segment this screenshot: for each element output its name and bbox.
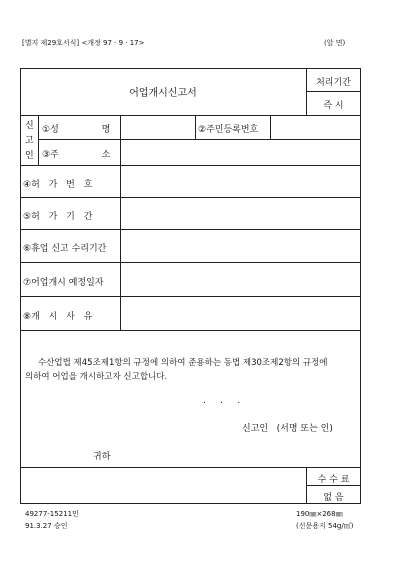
approval-date: 91.3.27 승인 [25, 522, 68, 530]
declaration-text-line2: 의하여 어업을 개시하고자 신고합니다. [25, 372, 168, 382]
paper-type: (신문용지 54g/㎡) [296, 522, 354, 530]
applicant-group-label-1: 신 [25, 121, 34, 131]
address-label: ③주 소 [42, 150, 111, 160]
page-side-label: (앞 면) [324, 39, 346, 47]
name-value[interactable] [121, 116, 194, 138]
field-permit-period-label: ⑤허 가 기 간 [23, 212, 93, 222]
field-suspension-period-value[interactable] [121, 230, 360, 261]
fee-value: 없 음 [323, 493, 344, 503]
field-start-date-label: ⑦어업개시 예정일자 [23, 278, 104, 288]
field-permit-number-value[interactable] [121, 166, 360, 196]
applicant-group-label-3: 인 [25, 151, 34, 161]
form-title: 어업개시신고서 [129, 88, 197, 99]
field-start-date-value[interactable] [121, 263, 360, 295]
name-label: ①성 명 [42, 125, 111, 135]
paper-size: 190㎜×268㎜ [296, 510, 343, 518]
declaration-text-line1: 수산업법 제45조제1항의 규정에 의하여 준용하는 동법 제30조제2항의 규정에 [38, 358, 328, 368]
processing-period-value: 즉 시 [323, 101, 344, 111]
field-suspension-period-label: ⑥휴업 신고 수리기간 [23, 244, 107, 254]
address-value[interactable] [121, 140, 360, 164]
form-code: 49277-15211민 [25, 510, 79, 518]
processing-period-label: 처리기간 [316, 78, 351, 88]
applicant-group-label-2: 고 [25, 136, 34, 146]
form-reference: [별지 제29호서식] <개정 97 · 9 · 17> [22, 39, 145, 47]
addressee: 귀하 [93, 452, 111, 462]
fee-label: 수 수 료 [317, 475, 350, 485]
field-permit-number-label: ④허 가 번 호 [23, 180, 93, 190]
field-reason-label: ⑧개 시 사 유 [23, 312, 93, 322]
date-marks: . . . [203, 396, 241, 406]
rrn-label: ②주민등록번호 [198, 125, 259, 135]
signer-line: 신고인 (서명 또는 인) [242, 424, 333, 434]
rrn-value[interactable] [271, 116, 360, 138]
field-permit-period-value[interactable] [121, 198, 360, 228]
field-reason-value[interactable] [121, 297, 360, 329]
